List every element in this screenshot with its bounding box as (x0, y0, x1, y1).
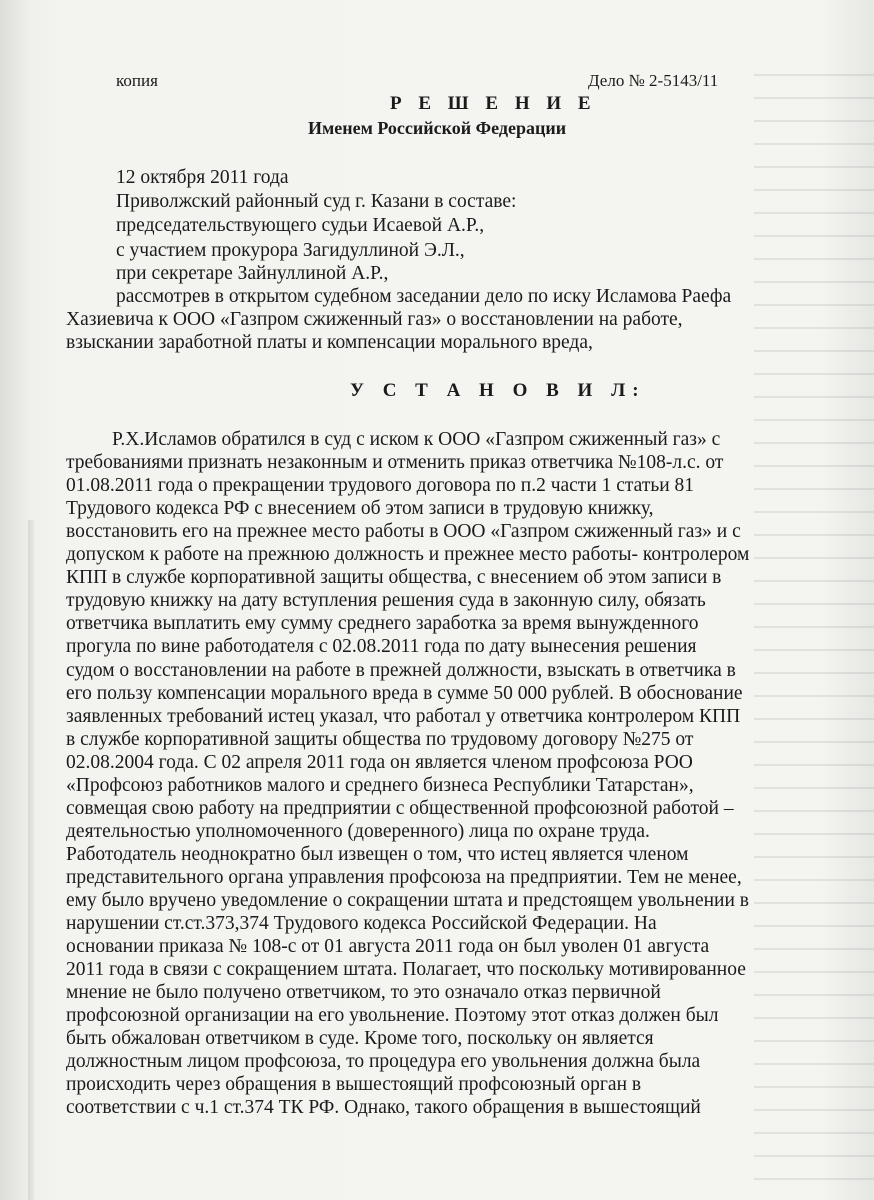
document-title: Р Е Ш Е Н И Е (390, 93, 597, 114)
body-line: Трудового кодекса РФ с внесением об этом записи в трудовую книжку, (66, 498, 654, 520)
intro-line: с участием прокурора Загидуллиной Э.Л., (116, 240, 465, 261)
body-line: восстановить его на прежнее место работы в ООО «Газпром сжиженный газ» и с (66, 521, 741, 543)
body-line: деятельностью уполномоченного (доверенного) лица по охране труда. (66, 820, 650, 842)
body-line: его пользу компенсации морального вреда в сумме 50 000 рублей. В обоснование (66, 682, 743, 704)
intro-line: 12 октября 2011 года (116, 167, 289, 188)
copy-label: копия (116, 71, 158, 90)
body-line: ответчика выплатить ему сумму среднего заработка за время вынужденного (66, 613, 699, 635)
body-line: 2011 года в связи с сокращением штата. Полагает, что поскольку мотивированное (66, 959, 746, 981)
body-line: «Профсоюз работников малого и среднего бизнеса Республики Татарстан», (66, 774, 694, 796)
case-number: Дело № 2-5143/11 (588, 71, 719, 90)
page-fold-shadow (28, 520, 34, 1200)
body-line: 02.08.2004 года. С 02 апреля 2011 года он является членом профсоюза РОО (66, 751, 693, 773)
body-line: соответствии с ч.1 ст.374 ТК РФ. Однако, такого обращения в вышестоящий (66, 1097, 701, 1119)
body-line: 01.08.2011 года о прекращении трудового договора по п.2 части 1 статьи 81 (66, 475, 695, 497)
case-paragraph-line: взыскании заработной платы и компенсации морального вреда, (66, 332, 593, 353)
intro-line: Приволжский районный суд г. Казани в составе: (116, 191, 517, 212)
body-line: мнение не было получено ответчиком, то это означало отказ первичной (66, 982, 661, 1004)
body-line: быть обжалован ответчиком в суде. Кроме того, поскольку он является (66, 1028, 654, 1050)
body-line: ему было вручено уведомление о сокращении штата и предстоящем увольнении в (66, 890, 750, 911)
body-line: представительного органа управления профсоюза на предприятии. Тем не менее, (66, 866, 742, 888)
intro-line: председательствующего судьи Исаевой А.Р., (116, 215, 485, 236)
document-subtitle: Именем Российской Федерации (308, 118, 567, 138)
body-line: трудовую книжку на дату вступления решения суда в законную силу, обязать (66, 590, 706, 612)
body-line: прогула по вине работодателя с 02.08.2011 года по дату вынесения решения (66, 636, 697, 658)
body-line: основании приказа № 108-с от 01 августа 2011 года он был уволен 01 августа (66, 936, 710, 958)
case-paragraph-line: рассмотрев в открытом судебном заседании дело по иску Исламова Раефа (116, 286, 732, 307)
body-line: заявленных требований истец указал, что работал у ответчика контролером КПП (66, 705, 741, 727)
body-line: Работодатель неоднократно был извещен о том, что истец является членом (66, 843, 689, 865)
body-line: КПП в службе корпоративной защиты общества, с внесением об этом записи в (66, 567, 722, 589)
intro-line: при секретаре Зайнуллиной А.Р., (116, 263, 389, 284)
established-heading: У С Т А Н О В И Л: (350, 380, 646, 401)
body-line: судом о восстановлении на работе в прежней должности, взыскать в ответчика в (66, 659, 736, 681)
body-line: допуском к работе на прежнюю должность и прежнее место работы- контролером (66, 544, 750, 566)
body-line: совмещая свою работу на предприятии с общественной профсоюзной работой – (66, 797, 734, 819)
body-line: профсоюзной организации на его увольнение. Поэтому этот отказ должен был (66, 1005, 719, 1027)
body-line: в службе корпоративной защиты общества по трудовому договору №275 от (66, 728, 694, 750)
body-line: Р.Х.Исламов обратился в суд с иском к ООО «Газпром сжиженный газ» с (112, 429, 721, 450)
case-paragraph-line: Хазиевича к ООО «Газпром сжиженный газ» о восстановлении на работе, (66, 309, 683, 330)
body-line: нарушении ст.ст.373,374 Трудового кодекса Российской Федерации. На (66, 913, 657, 935)
body-line: происходить через обращения в вышестоящий профсоюзный орган в (66, 1074, 642, 1096)
body-line: должностным лицом профсоюза, то процедура его увольнения должна была (66, 1051, 701, 1073)
body-line: требованиями признать незаконным и отменить приказ ответчика №108-л.с. от (66, 452, 724, 474)
